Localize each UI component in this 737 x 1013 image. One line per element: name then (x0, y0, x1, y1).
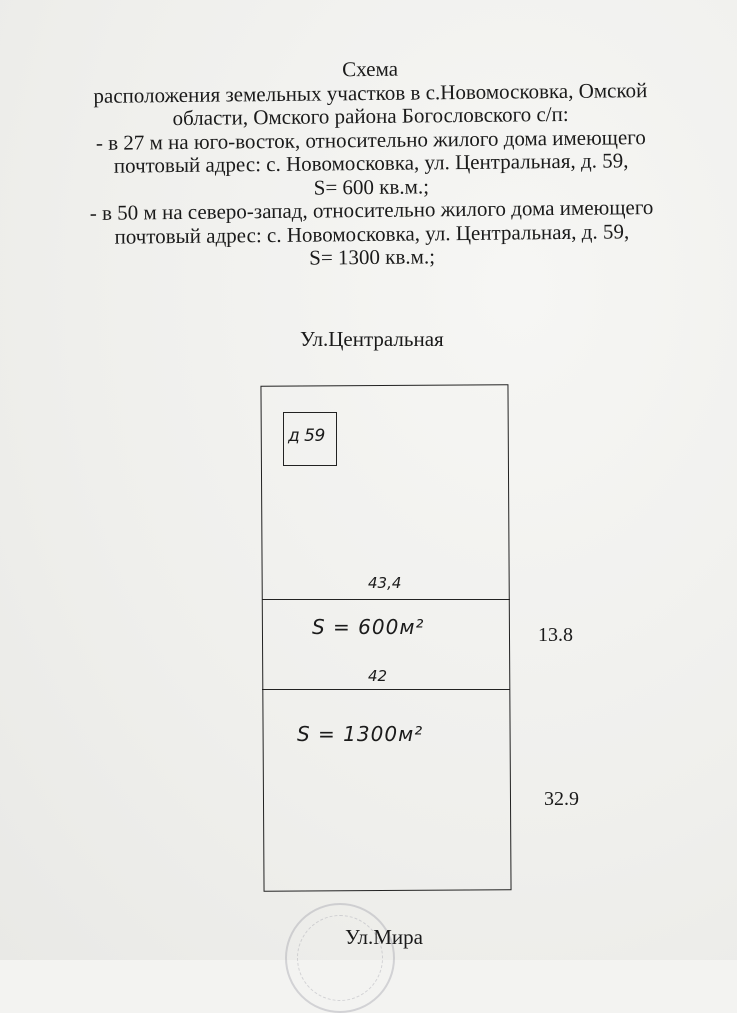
heading-line: расположения земельных участков в с.Новомосковка, Омской (93, 77, 648, 108)
heading-title: Схема (342, 56, 399, 82)
parcel-1-depth: 13.8 (538, 624, 573, 646)
parcel-2-area: S = 1300м² (297, 722, 424, 746)
house-number-label: д 59 (288, 426, 325, 446)
boundary-length-top: 43,4 (368, 574, 402, 592)
street-label-mira: Ул.Мира (345, 925, 423, 949)
heading-line: почтовый адрес: с. Новомосковка, ул. Центральная, д. 59, (114, 218, 630, 249)
heading-line: почтовый адрес: с. Новомосковка, ул. Центральная, д. 59, (113, 148, 629, 178)
parcel-2-depth: 32.9 (544, 788, 579, 810)
heading-line: S= 1300 кв.м.; (309, 244, 436, 270)
faded-seal-stamp (285, 903, 395, 1013)
parcel-1-area: S = 600м² (312, 615, 425, 639)
parcel-boundary-line (262, 689, 510, 690)
heading-line: S= 600 кв.м.; (313, 173, 430, 200)
heading-line: - в 27 м на юго-восток, относительно жилого дома имеющего (95, 124, 646, 155)
parcel-boundary-line (262, 599, 510, 600)
boundary-length-middle: 42 (368, 667, 388, 685)
document-heading (30, 54, 712, 273)
street-label-central: Ул.Центральная (300, 327, 444, 351)
heading-line: области, Омского района Богословского с/п: (172, 101, 569, 131)
heading-line: - в 50 м на северо-запад, относительно жилого дома имеющего (89, 195, 654, 225)
